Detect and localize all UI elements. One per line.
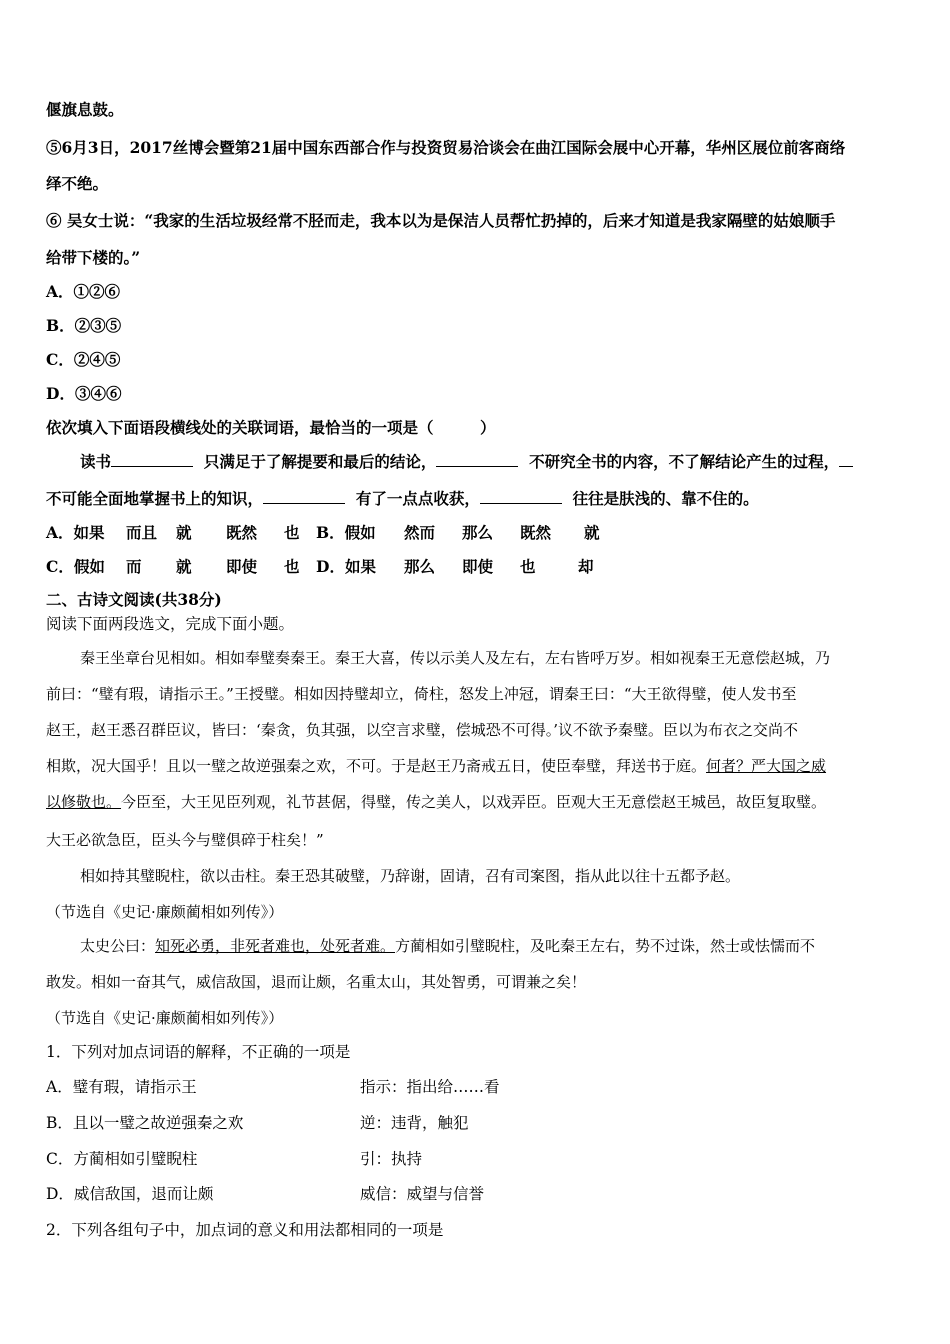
- opt-b-1: B．假如: [316, 523, 376, 542]
- passage1-line5: [46, 792, 826, 812]
- q1-option-b: [46, 1113, 469, 1133]
- blank-2: [436, 452, 518, 467]
- fill-paragraph-line2: [46, 489, 759, 509]
- opt-d-1: D．如果: [316, 557, 376, 576]
- fill-p1-mid1: 只满足于了解提要和最后的结论，: [203, 452, 437, 471]
- opt-c-2: 而: [126, 557, 142, 576]
- q1-b-left: B．且以一璧之故逆强秦之欢: [46, 1114, 244, 1132]
- option-b: B．②③⑤: [46, 316, 122, 335]
- passage1-line5-text: 今臣至，大王见臣列观，礼节甚倨，得璧，传之美人，以戏弄臣。臣观大王无意偿赵王城邑，故臣复取璧。: [121, 793, 827, 811]
- passage2-source: （节选自《史记·廉颇蔺相如列传》）: [46, 1009, 284, 1027]
- passage1-line2: 前曰：“璧有瑕，请指示王。”王授璧。相如因持璧却立，倚柱，怒发上冲冠，谓秦王曰：“大王欲得璧，使人发书至: [46, 685, 797, 703]
- opt-d-3: 即使: [462, 557, 494, 576]
- opt-d-5: 却: [578, 557, 594, 576]
- item-5-line2: 绎不绝。: [46, 174, 109, 193]
- q1-a-left: A．璧有瑕，请指示王: [46, 1078, 197, 1096]
- passage2-underlined: 知死必勇，非死者难也，处死者难。: [155, 937, 396, 955]
- fill-options-cd: [46, 557, 608, 577]
- passage1-source: （节选自《史记·廉颇蔺相如列传》）: [46, 903, 284, 921]
- opt-b-3: 那么: [462, 523, 494, 542]
- fill-options-ab: [46, 523, 614, 543]
- q1-stem: 1．下列对加点词语的解释，不正确的一项是: [46, 1043, 351, 1061]
- fill-p2-a: 不可能全面地掌握书上的知识，: [46, 489, 264, 508]
- fill-p2-c: 往往是肤浅的、靠不住的。: [572, 489, 759, 508]
- opt-d-4: 也: [520, 557, 536, 576]
- opt-a-5: 也: [284, 523, 300, 542]
- blank-4: [263, 489, 345, 504]
- passage2-prefix: 太史公曰：: [80, 937, 156, 955]
- opt-d-2: 那么: [404, 557, 436, 576]
- q1-c-right: 引：执持: [360, 1150, 423, 1168]
- passage2-line1: [80, 936, 815, 956]
- passage1-line6: 大王必欲急臣，臣头今与璧俱碎于柱矣！”: [46, 831, 324, 849]
- q1-option-a: [46, 1077, 500, 1097]
- q1-b-right: 逆：违背，触犯: [360, 1114, 469, 1132]
- q2-stem: 2．下列各组句子中，加点词的意义和用法都相同的一项是: [46, 1221, 444, 1239]
- passage1-line4-text: 相欺，况大国乎！且以一璧之故逆强秦之欢，不可。于是赵王乃斋戒五日，使臣奉璧，拜送书于庭。: [46, 757, 707, 775]
- opt-a-1: A．如果: [46, 523, 105, 542]
- item-6-line2: 给带下楼的。”: [46, 248, 141, 267]
- q1-option-c: [46, 1149, 422, 1169]
- passage2-line2: 敢发。相如一奋其气，威信敌国，退而让颇，名重太山，其处智勇，可谓兼之矣！: [46, 973, 587, 991]
- q1-d-left: D．威信敌国，退而让颇: [46, 1185, 214, 1203]
- blank-1: [111, 452, 193, 467]
- passage1-line3: 赵王，赵王悉召群臣议，皆曰：‘秦贪，负其强，以空言求璧，偿城恐不可得。’议不欲予秦璧。臣以为布衣之交尚不: [46, 721, 799, 739]
- opt-c-4: 即使: [226, 557, 258, 576]
- opt-a-3: 就: [176, 523, 192, 542]
- q1-option-d: [46, 1184, 484, 1204]
- prev-line: 偃旗息鼓。: [46, 100, 124, 119]
- fill-question-stem: 依次填入下面语段横线处的关联词语，最恰当的一项是（ ）: [46, 418, 496, 437]
- item-5-line1: ⑤6月3日，2017丝博会暨第21届中国东西部合作与投资贸易洽谈会在曲江国际会展中心开幕，华州区展位前客商络: [46, 138, 846, 157]
- opt-a-4: 既然: [226, 523, 258, 542]
- q1-d-right: 威信：威望与信誉: [360, 1185, 485, 1203]
- blank-5: [480, 489, 562, 504]
- fill-p2-b: 有了一点点收获，: [355, 489, 480, 508]
- fill-paragraph-line1: [80, 452, 853, 472]
- opt-b-4: 既然: [520, 523, 552, 542]
- blank-3-start: [839, 452, 853, 467]
- opt-c-1: C．假如: [46, 557, 105, 576]
- option-a: A．①②⑥: [46, 282, 121, 301]
- item-6-line1: ⑥ 吴女士说：“我家的生活垃圾经常不胫而走，我本以为是保洁人员帮忙扔掉的，后来才知道是我家隔壁的姑娘顺手: [46, 211, 836, 230]
- passage1-underlined-1: 何者？严大国之威: [706, 757, 827, 775]
- passage1-line4: [46, 756, 826, 776]
- opt-b-5: 就: [584, 523, 600, 542]
- opt-c-5: 也: [284, 557, 300, 576]
- fill-p1-mid2: 不研究全书的内容，不了解结论产生的过程，: [529, 452, 840, 471]
- opt-a-2: 而且: [126, 523, 158, 542]
- section-title: 二、古诗文阅读(共38分): [46, 590, 222, 609]
- opt-b-2: 然而: [404, 523, 436, 542]
- passage1-line7: 相如持其璧睨柱，欲以击柱。秦王恐其破璧，乃辞谢，固请，召有司案图，指从此以往十五都予赵。: [80, 867, 741, 885]
- passage2-line1-text: 方蔺相如引璧睨柱，及叱秦王左右，势不过诛，然士或怯懦而不: [395, 937, 816, 955]
- section-instruction: 阅读下面两段选文，完成下面小题。: [46, 615, 295, 633]
- option-d: D．③④⑥: [46, 384, 122, 403]
- passage1-underlined-2: 以修敬也。: [46, 793, 122, 811]
- option-c: C．②④⑤: [46, 350, 121, 369]
- q1-a-right: 指示：指出给……看: [360, 1078, 500, 1096]
- fill-p1-start: 读书: [80, 452, 112, 471]
- q1-c-left: C．方蔺相如引璧睨柱: [46, 1150, 198, 1168]
- passage1-line1: 秦王坐章台见相如。相如奉璧奏秦王。秦王大喜，传以示美人及左右，左右皆呼万岁。相如视秦王无意偿赵城，乃: [80, 649, 831, 667]
- opt-c-3: 就: [176, 557, 192, 576]
